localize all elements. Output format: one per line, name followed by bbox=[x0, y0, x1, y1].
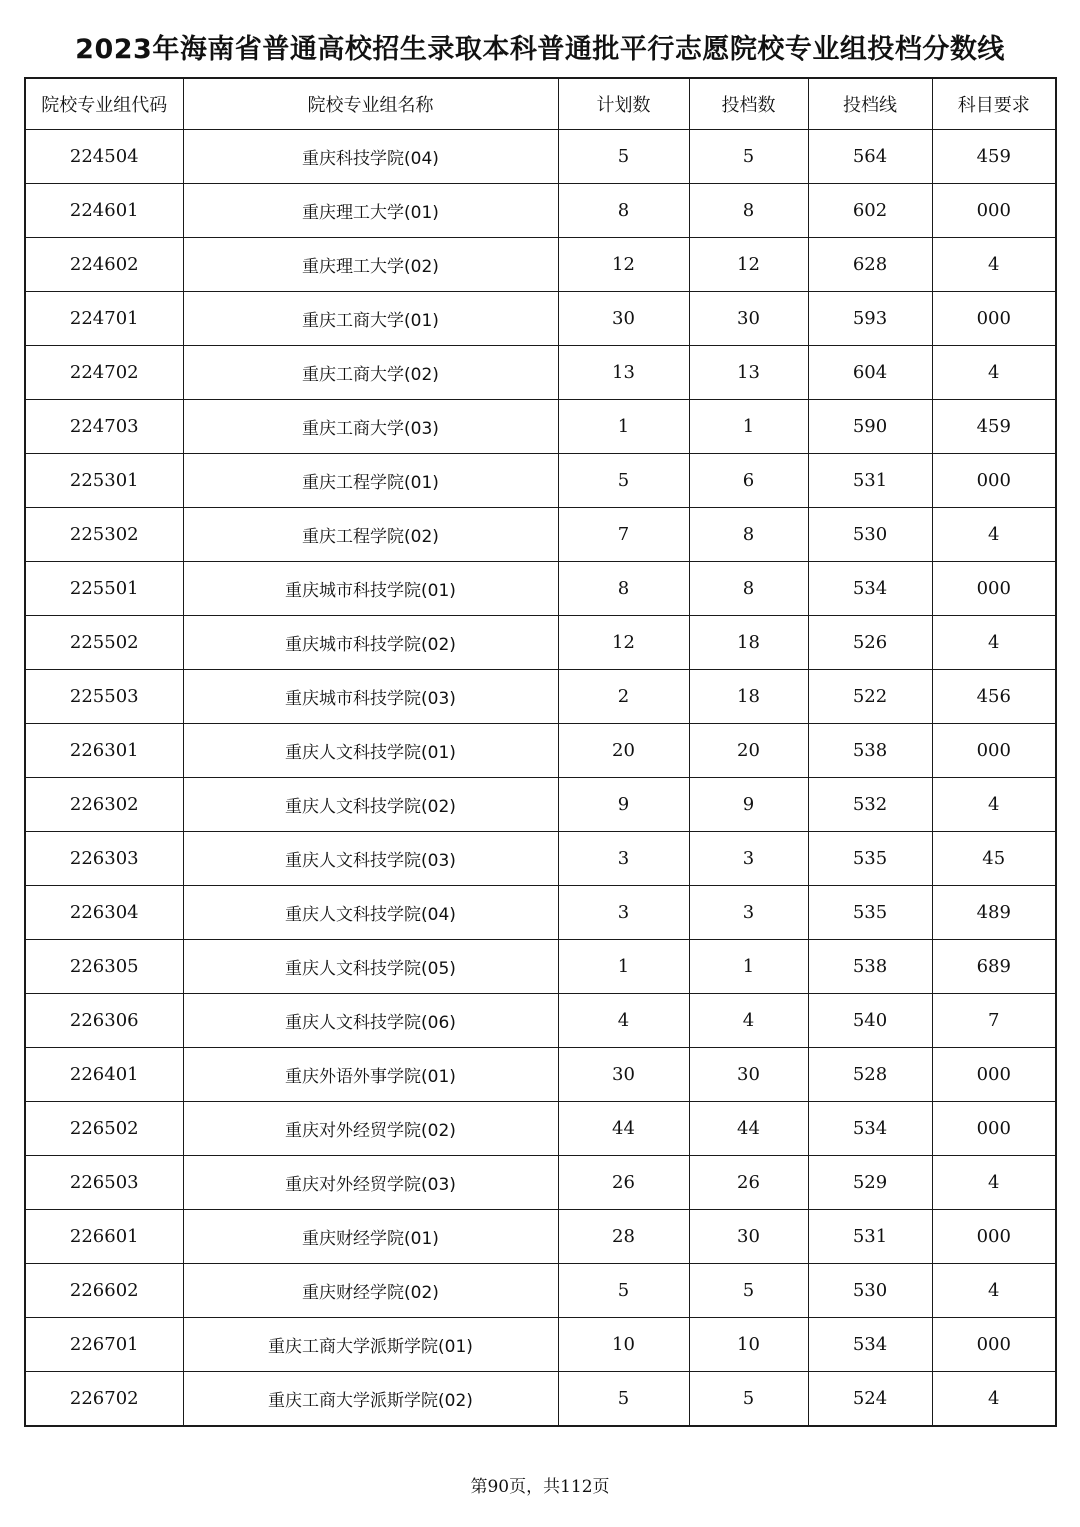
subject-requirement-cell: 489 bbox=[932, 886, 1056, 940]
cutoff-score-cell: 524 bbox=[808, 1372, 932, 1427]
table-row bbox=[25, 184, 1056, 238]
table-row bbox=[25, 832, 1056, 886]
subject-requirement-cell: 4 bbox=[932, 1264, 1056, 1318]
admitted-count-cell: 12 bbox=[689, 238, 808, 292]
table-header-row bbox=[25, 78, 1056, 130]
group-code-cell: 226304 bbox=[25, 886, 183, 940]
plan-count-cell: 10 bbox=[558, 1318, 689, 1372]
group-name-cell: 重庆人文科技学院(02) bbox=[183, 778, 558, 832]
group-name-cell: 重庆财经学院(02) bbox=[183, 1264, 558, 1318]
column-header-plan-count: 计划数 bbox=[558, 78, 689, 130]
group-name-cell: 重庆理工大学(02) bbox=[183, 238, 558, 292]
cutoff-score-cell: 535 bbox=[808, 832, 932, 886]
page-title: 2023年海南省普通高校招生录取本科普通批平行志愿院校专业组投档分数线 bbox=[75, 34, 1005, 65]
group-name-cell: 重庆工程学院(02) bbox=[183, 508, 558, 562]
group-code-cell: 226601 bbox=[25, 1210, 183, 1264]
group-name-cell: 重庆对外经贸学院(02) bbox=[183, 1102, 558, 1156]
subject-requirement-cell: 4 bbox=[932, 1156, 1056, 1210]
group-code-cell: 226502 bbox=[25, 1102, 183, 1156]
group-name-cell: 重庆工程学院(01) bbox=[183, 454, 558, 508]
group-name-cell: 重庆城市科技学院(01) bbox=[183, 562, 558, 616]
group-code-cell: 225503 bbox=[25, 670, 183, 724]
cutoff-score-cell: 526 bbox=[808, 616, 932, 670]
cutoff-score-cell: 522 bbox=[808, 670, 932, 724]
plan-count-cell: 9 bbox=[558, 778, 689, 832]
admitted-count-cell: 10 bbox=[689, 1318, 808, 1372]
group-code-cell: 224702 bbox=[25, 346, 183, 400]
table-row bbox=[25, 724, 1056, 778]
group-code-cell: 225502 bbox=[25, 616, 183, 670]
group-name-cell: 重庆城市科技学院(02) bbox=[183, 616, 558, 670]
admitted-count-cell: 30 bbox=[689, 1210, 808, 1264]
admitted-count-cell: 5 bbox=[689, 1264, 808, 1318]
table-row bbox=[25, 940, 1056, 994]
plan-count-cell: 5 bbox=[558, 454, 689, 508]
group-name-cell: 重庆工商大学(02) bbox=[183, 346, 558, 400]
admission-score-table bbox=[24, 77, 1057, 1427]
cutoff-score-cell: 531 bbox=[808, 1210, 932, 1264]
group-code-cell: 226602 bbox=[25, 1264, 183, 1318]
group-name-cell: 重庆人文科技学院(06) bbox=[183, 994, 558, 1048]
plan-count-cell: 4 bbox=[558, 994, 689, 1048]
plan-count-cell: 28 bbox=[558, 1210, 689, 1264]
plan-count-cell: 1 bbox=[558, 400, 689, 454]
cutoff-score-cell: 530 bbox=[808, 1264, 932, 1318]
group-code-cell: 225301 bbox=[25, 454, 183, 508]
table-row bbox=[25, 886, 1056, 940]
group-code-cell: 225501 bbox=[25, 562, 183, 616]
subject-requirement-cell: 4 bbox=[932, 238, 1056, 292]
subject-requirement-cell: 000 bbox=[932, 1210, 1056, 1264]
group-code-cell: 226702 bbox=[25, 1372, 183, 1427]
group-name-cell: 重庆人文科技学院(01) bbox=[183, 724, 558, 778]
cutoff-score-cell: 564 bbox=[808, 130, 932, 184]
cutoff-score-cell: 590 bbox=[808, 400, 932, 454]
plan-count-cell: 26 bbox=[558, 1156, 689, 1210]
subject-requirement-cell: 4 bbox=[932, 1372, 1056, 1427]
group-code-cell: 224602 bbox=[25, 238, 183, 292]
subject-requirement-cell: 000 bbox=[932, 292, 1056, 346]
group-name-cell: 重庆外语外事学院(01) bbox=[183, 1048, 558, 1102]
table-row bbox=[25, 1048, 1056, 1102]
cutoff-score-cell: 529 bbox=[808, 1156, 932, 1210]
group-name-cell: 重庆科技学院(04) bbox=[183, 130, 558, 184]
group-code-cell: 226303 bbox=[25, 832, 183, 886]
admitted-count-cell: 8 bbox=[689, 562, 808, 616]
table-row bbox=[25, 994, 1056, 1048]
admitted-count-cell: 13 bbox=[689, 346, 808, 400]
cutoff-score-cell: 538 bbox=[808, 724, 932, 778]
group-code-cell: 226503 bbox=[25, 1156, 183, 1210]
cutoff-score-cell: 532 bbox=[808, 778, 932, 832]
plan-count-cell: 30 bbox=[558, 292, 689, 346]
table-body bbox=[25, 130, 1056, 1427]
subject-requirement-cell: 000 bbox=[932, 562, 1056, 616]
subject-requirement-cell: 4 bbox=[932, 778, 1056, 832]
column-header-group-code: 院校专业组代码 bbox=[25, 78, 183, 130]
group-code-cell: 224504 bbox=[25, 130, 183, 184]
plan-count-cell: 5 bbox=[558, 130, 689, 184]
group-name-cell: 重庆人文科技学院(04) bbox=[183, 886, 558, 940]
group-name-cell: 重庆城市科技学院(03) bbox=[183, 670, 558, 724]
admitted-count-cell: 9 bbox=[689, 778, 808, 832]
plan-count-cell: 30 bbox=[558, 1048, 689, 1102]
subject-requirement-cell: 000 bbox=[932, 724, 1056, 778]
column-header-cutoff-score: 投档线 bbox=[808, 78, 932, 130]
table-row bbox=[25, 616, 1056, 670]
cutoff-score-cell: 535 bbox=[808, 886, 932, 940]
group-code-cell: 226306 bbox=[25, 994, 183, 1048]
plan-count-cell: 8 bbox=[558, 562, 689, 616]
plan-count-cell: 2 bbox=[558, 670, 689, 724]
column-header-subject-requirement: 科目要求 bbox=[932, 78, 1056, 130]
plan-count-cell: 1 bbox=[558, 940, 689, 994]
subject-requirement-cell: 000 bbox=[932, 184, 1056, 238]
plan-count-cell: 8 bbox=[558, 184, 689, 238]
admitted-count-cell: 26 bbox=[689, 1156, 808, 1210]
subject-requirement-cell: 459 bbox=[932, 400, 1056, 454]
group-name-cell: 重庆人文科技学院(05) bbox=[183, 940, 558, 994]
table-row bbox=[25, 1156, 1056, 1210]
group-code-cell: 226401 bbox=[25, 1048, 183, 1102]
cutoff-score-cell: 602 bbox=[808, 184, 932, 238]
group-code-cell: 226305 bbox=[25, 940, 183, 994]
subject-requirement-cell: 4 bbox=[932, 346, 1056, 400]
plan-count-cell: 20 bbox=[558, 724, 689, 778]
plan-count-cell: 5 bbox=[558, 1372, 689, 1427]
admitted-count-cell: 1 bbox=[689, 940, 808, 994]
plan-count-cell: 44 bbox=[558, 1102, 689, 1156]
plan-count-cell: 12 bbox=[558, 238, 689, 292]
table-row bbox=[25, 454, 1056, 508]
subject-requirement-cell: 000 bbox=[932, 1102, 1056, 1156]
admitted-count-cell: 18 bbox=[689, 616, 808, 670]
group-name-cell: 重庆工商大学(01) bbox=[183, 292, 558, 346]
table-row bbox=[25, 1210, 1056, 1264]
admitted-count-cell: 44 bbox=[689, 1102, 808, 1156]
group-code-cell: 226701 bbox=[25, 1318, 183, 1372]
group-code-cell: 226302 bbox=[25, 778, 183, 832]
admitted-count-cell: 5 bbox=[689, 1372, 808, 1427]
group-code-cell: 224703 bbox=[25, 400, 183, 454]
cutoff-score-cell: 593 bbox=[808, 292, 932, 346]
table-row bbox=[25, 670, 1056, 724]
plan-count-cell: 13 bbox=[558, 346, 689, 400]
table-row bbox=[25, 562, 1056, 616]
subject-requirement-cell: 7 bbox=[932, 994, 1056, 1048]
group-name-cell: 重庆对外经贸学院(03) bbox=[183, 1156, 558, 1210]
subject-requirement-cell: 000 bbox=[932, 1048, 1056, 1102]
group-name-cell: 重庆人文科技学院(03) bbox=[183, 832, 558, 886]
cutoff-score-cell: 538 bbox=[808, 940, 932, 994]
admitted-count-cell: 30 bbox=[689, 1048, 808, 1102]
group-code-cell: 225302 bbox=[25, 508, 183, 562]
group-name-cell: 重庆工商大学(03) bbox=[183, 400, 558, 454]
plan-count-cell: 12 bbox=[558, 616, 689, 670]
group-code-cell: 226301 bbox=[25, 724, 183, 778]
cutoff-score-cell: 534 bbox=[808, 1318, 932, 1372]
cutoff-score-cell: 534 bbox=[808, 1102, 932, 1156]
subject-requirement-cell: 689 bbox=[932, 940, 1056, 994]
table-row bbox=[25, 130, 1056, 184]
subject-requirement-cell: 4 bbox=[932, 616, 1056, 670]
admitted-count-cell: 8 bbox=[689, 184, 808, 238]
admitted-count-cell: 18 bbox=[689, 670, 808, 724]
page-number: 第90页，共112页 bbox=[470, 1477, 610, 1497]
plan-count-cell: 7 bbox=[558, 508, 689, 562]
admitted-count-cell: 8 bbox=[689, 508, 808, 562]
admitted-count-cell: 20 bbox=[689, 724, 808, 778]
group-name-cell: 重庆工商大学派斯学院(01) bbox=[183, 1318, 558, 1372]
plan-count-cell: 3 bbox=[558, 832, 689, 886]
cutoff-score-cell: 528 bbox=[808, 1048, 932, 1102]
admitted-count-cell: 3 bbox=[689, 832, 808, 886]
cutoff-score-cell: 530 bbox=[808, 508, 932, 562]
admitted-count-cell: 4 bbox=[689, 994, 808, 1048]
cutoff-score-cell: 534 bbox=[808, 562, 932, 616]
table-row bbox=[25, 346, 1056, 400]
table-row bbox=[25, 508, 1056, 562]
column-header-admitted-count: 投档数 bbox=[689, 78, 808, 130]
subject-requirement-cell: 000 bbox=[932, 454, 1056, 508]
group-code-cell: 224701 bbox=[25, 292, 183, 346]
table-row bbox=[25, 238, 1056, 292]
column-header-group-name: 院校专业组名称 bbox=[183, 78, 558, 130]
subject-requirement-cell: 45 bbox=[932, 832, 1056, 886]
group-name-cell: 重庆工商大学派斯学院(02) bbox=[183, 1372, 558, 1427]
cutoff-score-cell: 540 bbox=[808, 994, 932, 1048]
table-row bbox=[25, 400, 1056, 454]
cutoff-score-cell: 531 bbox=[808, 454, 932, 508]
group-name-cell: 重庆理工大学(01) bbox=[183, 184, 558, 238]
table-row bbox=[25, 1372, 1056, 1427]
admitted-count-cell: 6 bbox=[689, 454, 808, 508]
admitted-count-cell: 30 bbox=[689, 292, 808, 346]
table-row bbox=[25, 1264, 1056, 1318]
table-row bbox=[25, 1102, 1056, 1156]
subject-requirement-cell: 456 bbox=[932, 670, 1056, 724]
table-row bbox=[25, 778, 1056, 832]
table-row bbox=[25, 292, 1056, 346]
subject-requirement-cell: 4 bbox=[932, 508, 1056, 562]
subject-requirement-cell: 000 bbox=[932, 1318, 1056, 1372]
group-name-cell: 重庆财经学院(01) bbox=[183, 1210, 558, 1264]
cutoff-score-cell: 604 bbox=[808, 346, 932, 400]
admitted-count-cell: 1 bbox=[689, 400, 808, 454]
plan-count-cell: 3 bbox=[558, 886, 689, 940]
admitted-count-cell: 3 bbox=[689, 886, 808, 940]
admitted-count-cell: 5 bbox=[689, 130, 808, 184]
cutoff-score-cell: 628 bbox=[808, 238, 932, 292]
table-row bbox=[25, 1318, 1056, 1372]
subject-requirement-cell: 459 bbox=[932, 130, 1056, 184]
group-code-cell: 224601 bbox=[25, 184, 183, 238]
plan-count-cell: 5 bbox=[558, 1264, 689, 1318]
